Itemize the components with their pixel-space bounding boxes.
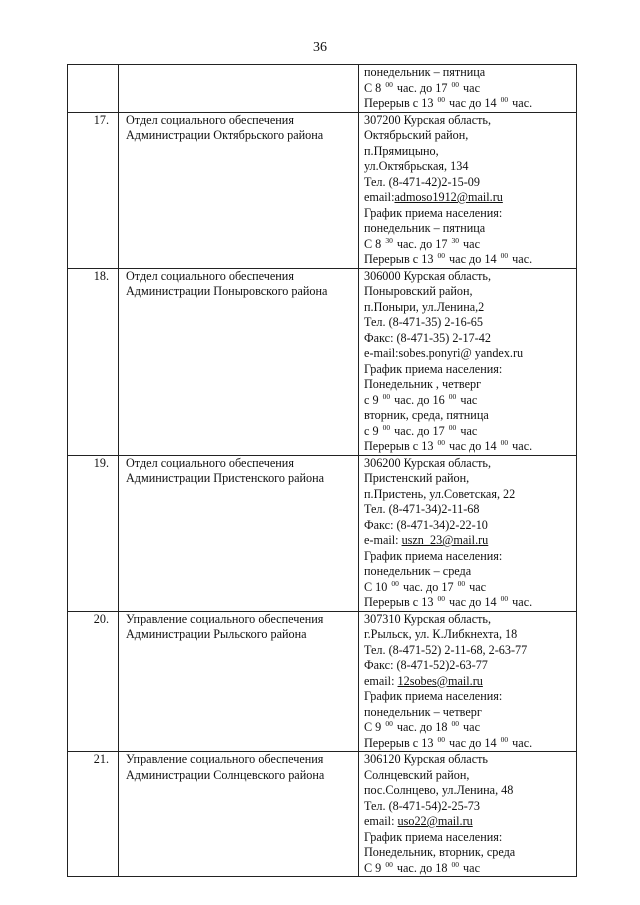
table-row (68, 611, 577, 752)
contact-line: С 10 $^{00}$ час. до 17 $^{00}$ час (364, 578, 487, 594)
contact-info (359, 268, 577, 455)
email-link[interactable]: uszn_23@mail.ru (401, 533, 489, 547)
time-superscript: 00 (385, 79, 393, 89)
department-name (119, 611, 359, 752)
contact-line: С 9 $^{00}$ час. до 18 $^{00}$ час (364, 859, 480, 875)
row-number: 21. (68, 752, 119, 877)
department-line: Администрации Солнцевского района (126, 767, 325, 782)
table-row (68, 112, 577, 268)
contact-info (359, 455, 577, 611)
contact-line: График приема населения: (364, 829, 503, 844)
table-row (68, 752, 577, 877)
contact-line: 307200 Курская область, (364, 112, 492, 127)
contact-info (359, 611, 577, 752)
time-superscript: 00 (437, 95, 445, 104)
time-superscript: 00 (500, 95, 509, 104)
email-link[interactable]: uso22@mail.ru (397, 814, 473, 828)
table-row (68, 268, 577, 455)
time-superscript: 00 (382, 422, 391, 432)
contact-line: Перерыв с 13 $^{00}$ час до 14 $^{00}$ час. (364, 594, 533, 609)
contact-line: Тел. (8-471-34)2-11-68 (364, 502, 480, 516)
contact-line: 306200 Курская область, (364, 455, 492, 470)
time-superscript: 00 (385, 719, 393, 728)
contact-line: Октябрьский район, (364, 128, 469, 142)
department-line: Управление социального обеспечения (126, 752, 324, 766)
contact-line: С 8 $^{30}$ час. до 17 $^{30}$ час (364, 235, 480, 251)
contact-line: Понедельник , четверг (364, 377, 482, 391)
department-name (119, 455, 359, 611)
time-superscript: 00 (385, 859, 393, 869)
time-superscript: 00 (448, 422, 457, 432)
email-link[interactable]: admoso1912@mail.ru (394, 190, 503, 204)
time-superscript: 00 (451, 859, 459, 869)
department-line: Управление социального обеспечения (126, 611, 324, 626)
contact-line: понедельник – пятница (364, 221, 486, 235)
time-superscript: 00 (448, 391, 457, 401)
contact-line: Тел. (8-471-35) 2-16-65 (364, 315, 483, 329)
contact-line: г.Рыльск, ул. К.Либкнехта, 18 (364, 627, 518, 641)
contact-line: 307310 Курская область, (364, 611, 492, 626)
contact-line: Понедельник, вторник, среда (364, 845, 516, 859)
contact-line: График приема населения: (364, 205, 503, 220)
contact-line: email: 12sobes@mail.ru (364, 673, 483, 688)
time-superscript: 00 (500, 438, 509, 447)
contact-line: Солнцевский район, (364, 767, 470, 782)
contact-info (359, 752, 577, 877)
contact-line: ул.Октябрьская, 134 (364, 159, 469, 173)
contact-line: 306120 Курская область (364, 752, 488, 766)
department-name (119, 752, 359, 877)
contact-line: п.Прямицыно, (364, 143, 439, 158)
time-superscript: 00 (451, 79, 459, 89)
contact-line: Пристенский район, (364, 471, 470, 485)
contact-line: Тел. (8-471-42)2-15-09 (364, 174, 480, 189)
contact-line: вторник, среда, пятница (364, 408, 489, 422)
contact-line: e-mail:sobes.ponyri@ yandex.ru (364, 346, 524, 360)
time-superscript: 00 (382, 391, 391, 401)
department-name (119, 268, 359, 455)
contact-line: Перерыв с 13 $^{00}$ час до 14 $^{00}$ час. (364, 251, 533, 266)
contact-line: Факс: (8-471-35) 2-17-42 (364, 330, 491, 345)
contact-line: п.Пристень, ул.Советская, 22 (364, 486, 516, 501)
contact-line: понедельник – среда (364, 564, 472, 578)
department-line: Администрации Пристенского района (126, 471, 325, 485)
department-line: Администрации Рыльского района (126, 627, 307, 641)
contact-line: График приема населения: (364, 548, 503, 563)
time-superscript: 00 (437, 438, 445, 447)
contact-line: Перерыв с 13 $^{00}$ час до 14 $^{00}$ час. (364, 95, 533, 110)
contact-line: e-mail: uszn_23@mail.ru (364, 533, 489, 547)
contact-line: email: uso22@mail.ru (364, 814, 473, 828)
email-link[interactable]: 12sobes@mail.ru (397, 673, 483, 688)
contact-line: с 9 $^{00}$ час. до 16 $^{00}$ час (364, 391, 478, 407)
department-line: Администрации Октябрьского района (126, 128, 324, 142)
department-line: Отдел социального обеспечения (126, 112, 294, 127)
contact-line: Поныровский район, (364, 284, 473, 298)
contact-line: Тел. (8-471-52) 2-11-68, 2-63-77 (364, 642, 528, 657)
contact-line: График приема населения: (364, 361, 503, 376)
contact-line: с 9 $^{00}$ час. до 17 $^{00}$ час (364, 422, 478, 438)
time-superscript: 00 (437, 594, 445, 603)
time-superscript: 00 (500, 734, 509, 744)
contact-info (359, 65, 577, 113)
contact-line: Перерыв с 13 $^{00}$ час до 14 $^{00}$ час. (364, 734, 533, 750)
contact-line: п.Поныри, ул.Ленина,2 (364, 299, 485, 314)
time-superscript: 00 (500, 251, 509, 260)
department-name (119, 112, 359, 268)
contacts-table (67, 64, 577, 877)
time-superscript: 00 (391, 578, 399, 588)
department-line: Администрации Поныровского района (126, 284, 328, 298)
row-number: 19. (68, 455, 119, 611)
department-name (119, 65, 359, 113)
row-number: 20. (68, 611, 119, 752)
row-number (68, 65, 119, 113)
contact-line: С 9 $^{00}$ час. до 18 $^{00}$ час (364, 719, 480, 734)
contact-line: С 8 $^{00}$ час. до 17 $^{00}$ час (364, 79, 480, 95)
row-number: 18. (68, 268, 119, 455)
contact-line: понедельник – четверг (364, 704, 482, 719)
time-superscript: 30 (451, 235, 459, 245)
contact-line: Перерыв с 13 $^{00}$ час до 14 $^{00}$ час. (364, 438, 533, 453)
contact-line: Факс: (8-471-34)2-22-10 (364, 517, 488, 532)
contact-line: 306000 Курская область, (364, 268, 492, 283)
contact-line: понедельник – пятница (364, 65, 486, 79)
time-superscript: 00 (437, 734, 445, 744)
contact-line: email:admoso1912@mail.ru (364, 190, 503, 204)
contact-line: Факс: (8-471-52)2-63-77 (364, 658, 488, 672)
contact-line: Тел. (8-471-54)2-25-73 (364, 798, 480, 813)
time-superscript: 30 (385, 235, 393, 245)
contact-info (359, 112, 577, 268)
contact-line: пос.Солнцево, ул.Ленина, 48 (364, 783, 514, 797)
contact-line: График приема населения: (364, 689, 503, 703)
department-line: Отдел социального обеспечения (126, 268, 294, 283)
time-superscript: 00 (451, 719, 459, 728)
row-number: 17. (68, 112, 119, 268)
time-superscript: 00 (457, 578, 466, 588)
page-number: 36 (313, 40, 327, 55)
time-superscript: 00 (437, 251, 445, 260)
department-line: Отдел социального обеспечения (126, 455, 294, 470)
table-row (68, 65, 577, 113)
time-superscript: 00 (500, 594, 509, 603)
table-row (68, 455, 577, 611)
table-body (68, 65, 577, 877)
